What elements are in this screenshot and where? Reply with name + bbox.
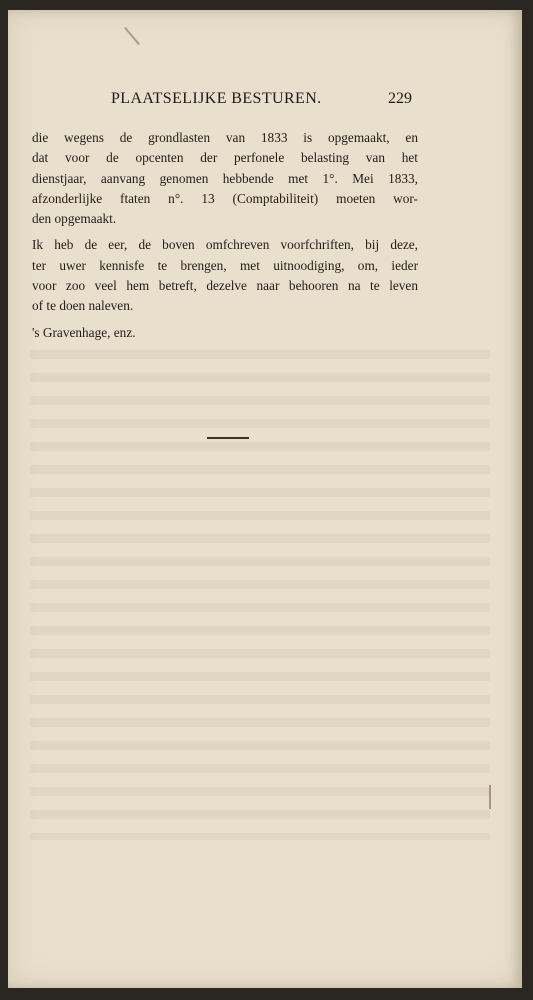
section-divider — [207, 437, 249, 439]
text-line: Ik heb de eer, de boven omfchreven voorfchriften, bij deze, — [32, 237, 418, 253]
closing-line: 's Gravenhage, enz. — [32, 324, 136, 340]
book-page — [8, 10, 522, 988]
paper-crease — [124, 27, 140, 45]
text-line: die wegens de grondlasten van 1833 is opgemaakt, en — [32, 130, 418, 145]
text-line: dienstjaar, aanvang genomen hebbende met 1°. Mei 1833, — [32, 170, 418, 186]
text-line: den opgemaakt. — [32, 211, 117, 227]
body-text — [32, 128, 418, 343]
paper-mark — [489, 785, 491, 809]
text-line: dat voor de opcenten der perfonele belasting van het — [32, 150, 418, 166]
page-header — [8, 90, 522, 114]
paragraph-2 — [32, 235, 418, 316]
paragraph-1 — [32, 128, 418, 229]
text-line: ter uwer kennisfe te brengen, met uitnoodiging, om, ieder — [32, 257, 418, 273]
page-number: 229 — [388, 90, 412, 107]
running-title: PLAATSELIJKE BESTUREN. — [111, 90, 322, 107]
text-line: voor zoo veel hem betreft, dezelve naar behooren na te leven — [32, 278, 418, 294]
text-line: afzonderlijke ftaten n°. 13 (Comptabiliteit) moeten wor- — [32, 190, 418, 206]
show-through-text — [30, 350, 490, 840]
text-line: of te doen naleven. — [32, 298, 134, 314]
